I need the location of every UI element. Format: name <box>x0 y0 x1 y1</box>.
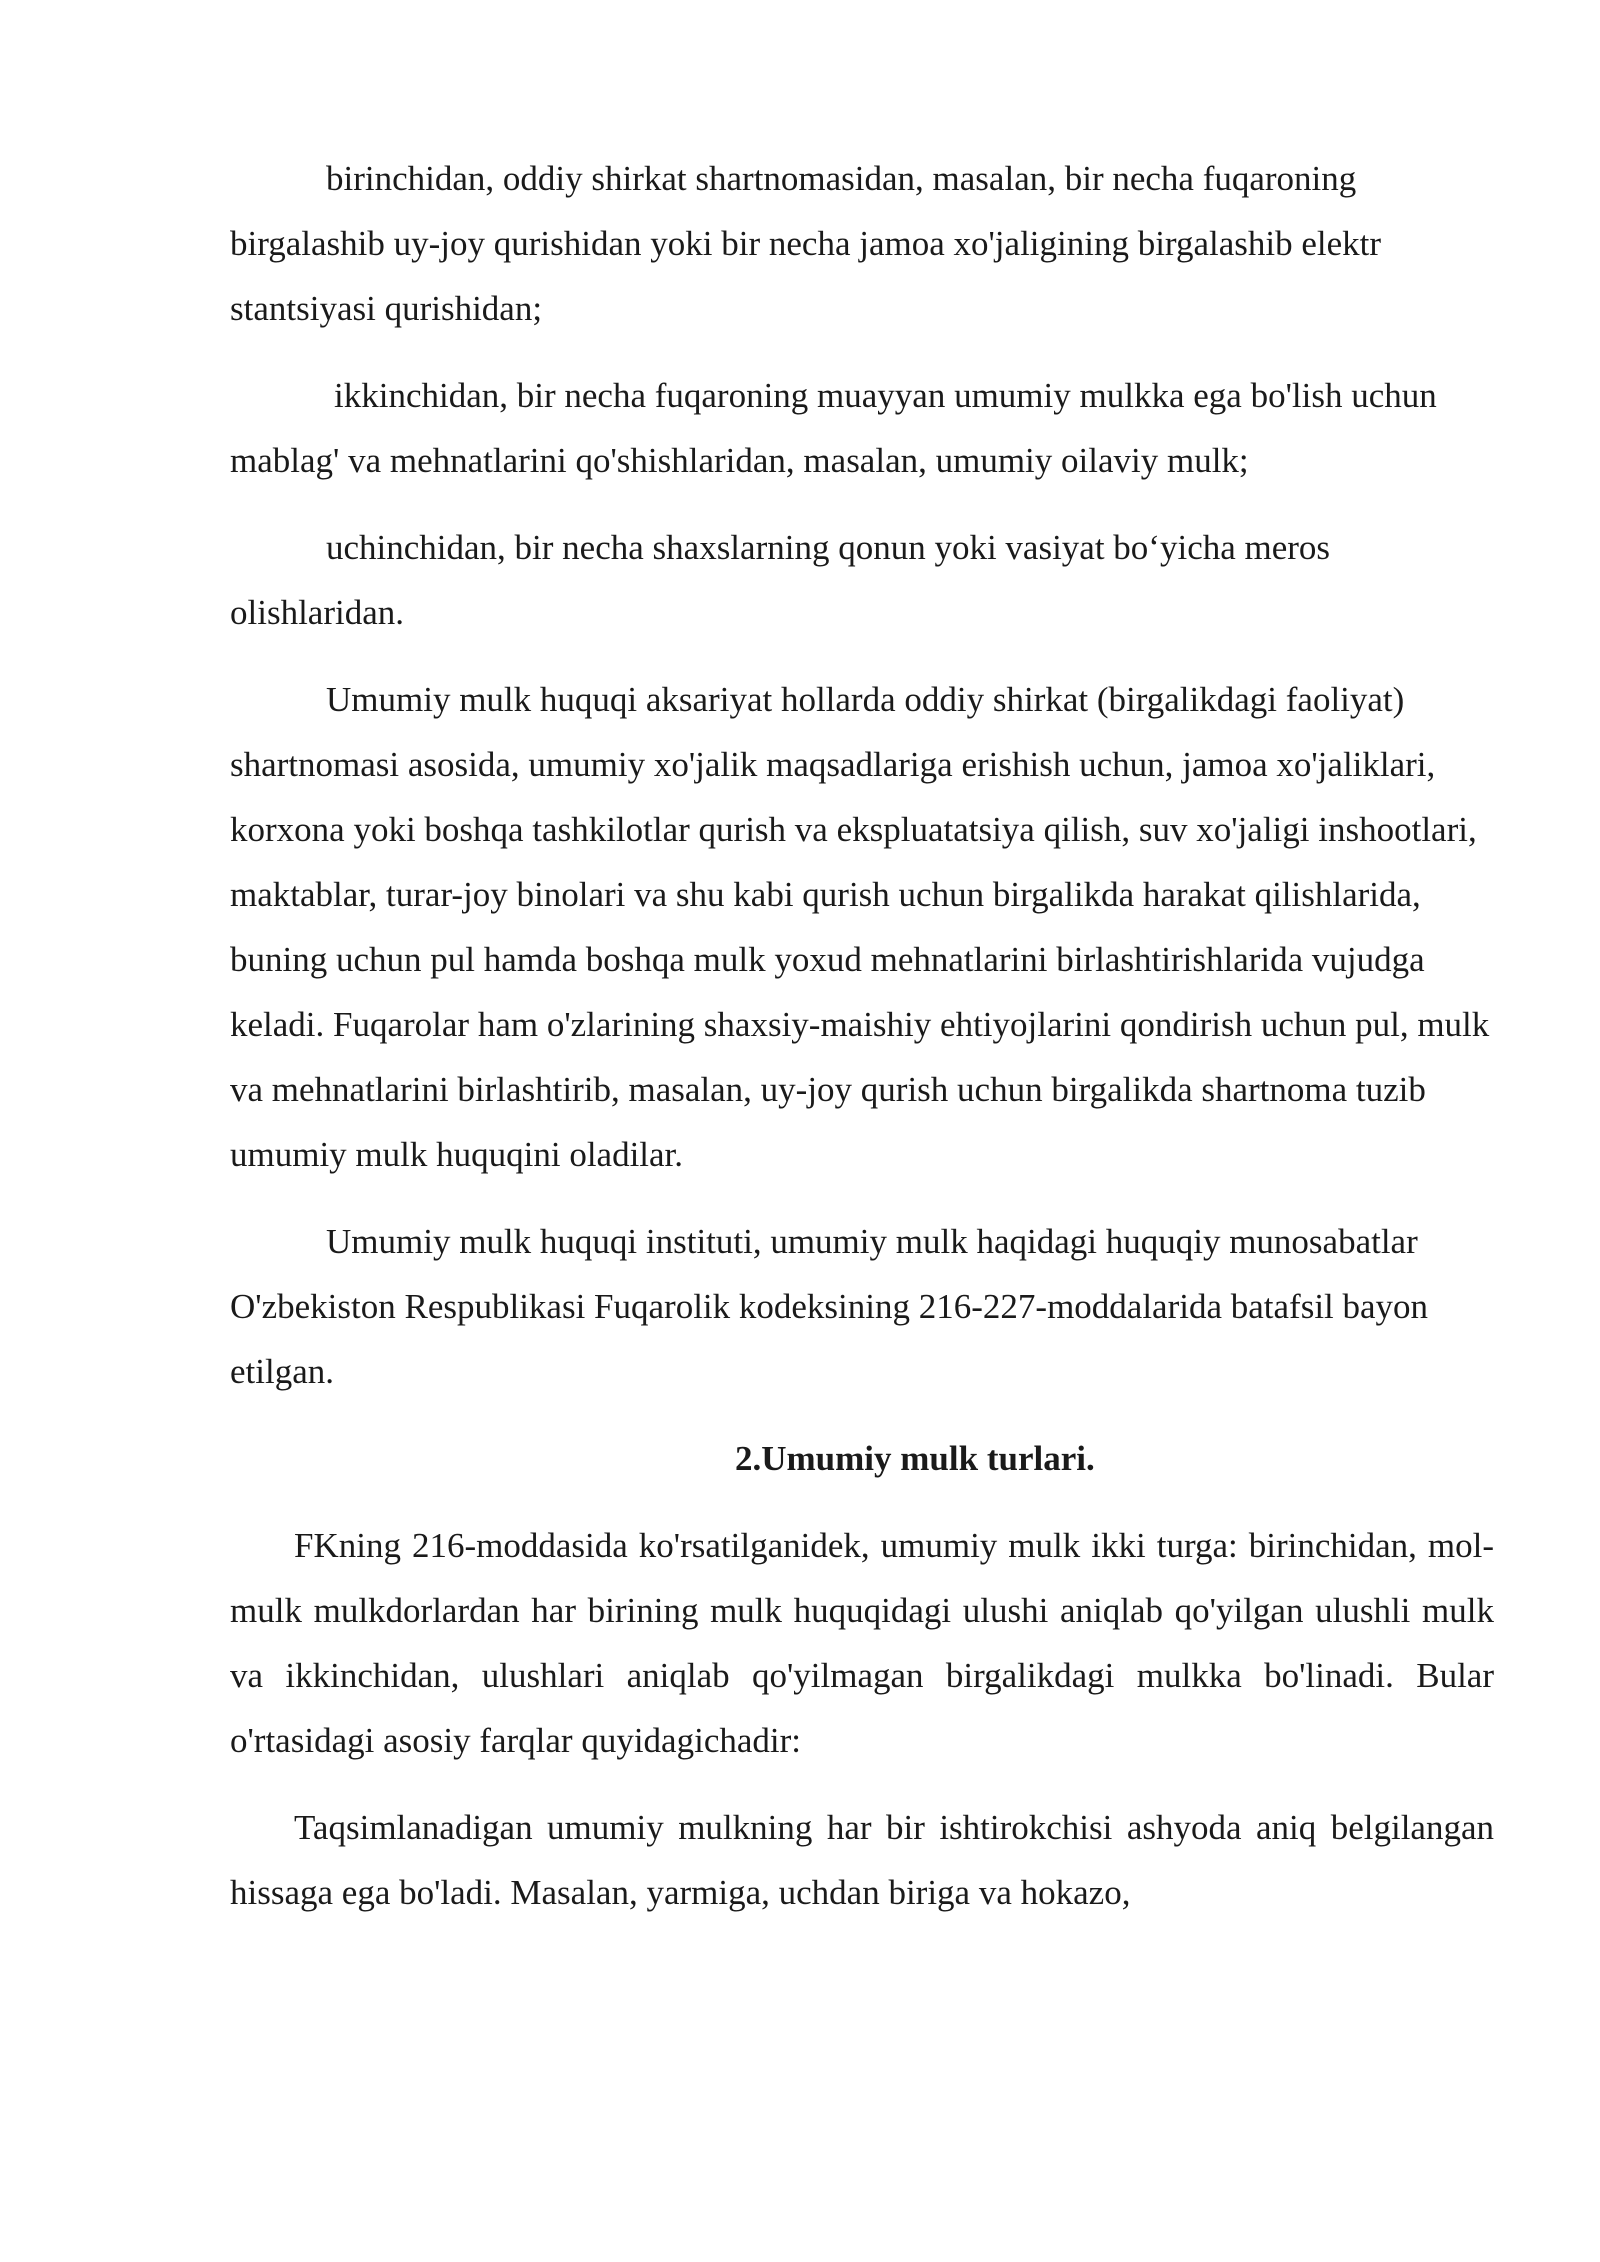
paragraph-ikkinchidan: ikkinchidan, bir necha fuqaroning muayyan umumiy mulkka ega bo'lish uchun mablag' va mehnatlarini qo'shishlaridan, masalan, umumiy oilaviy mulk; <box>230 376 1437 480</box>
paragraph-uchinchidan: uchinchidan, bir necha shaxslarning qonun yoki vasiyat bo‘yicha meros olishlaridan. <box>230 528 1331 632</box>
document-body <box>230 146 1494 1947</box>
paragraph-institut: Umumiy mulk huquqi instituti, umumiy mulk haqidagi huquqiy munosabatlar O'zbekiston Respublikasi Fuqarolik kodeksining 216-227-moddalarida batafsil bayon etilgan. <box>230 1222 1429 1391</box>
paragraph-fkning-216: FKning 216-moddasida ko'rsatilganidek, umumiy mulk ikki turga: birinchidan, mol-mulk mulkdorlardan har birining mulk huquqidagi ulushi aniqlab qo'yilgan ulushli mulk va ikkinchidan, ulushlari aniqlab qo'yilmagan birgalikdagi mulkka bo'linadi. Bular o'rtasidagi asosiy farqlar quyidagichadir: <box>230 1526 1494 1760</box>
paragraph-birinchidan: birinchidan, oddiy shirkat shartnomasidan, masalan, bir necha fuqaroning birgalashib uy-joy qurishidan yoki bir necha jamoa xo'jaligining birgalashib elektr stantsiyasi qurishidan; <box>230 159 1382 328</box>
paragraph-taqsimlanadigan: Taqsimlanadigan umumiy mulkning har bir ishtirokchisi ashyoda aniq belgilangan hissaga ega bo'ladi. Masalan, yarmiga, uchdan biriga va hokazo, <box>230 1808 1494 1912</box>
paragraph-umumiy-mulk-huquqi: Umumiy mulk huquqi aksariyat hollarda oddiy shirkat (birgalikdagi faoliyat) shartnomasi asosida, umumiy xo'jalik maqsadlariga erishish uchun, jamoa xo'jaliklari, korxona yoki boshqa tashkilotlar qurish va ekspluatatsiya qilish, suv xo'jaligi inshootlari, maktablar, turar-joy binolari va shu kabi qurish uchun birgalikda harakat qilishlarida, buning uchun pul hamda boshqa mulk yoxud mehnatlarini birlashtirishlarida vujudga keladi. Fuqarolar ham o'zlarining shaxsiy-maishiy ehtiyojlarini qondirish uchun pul, mulk va mehnatlarini birlashtirib, masalan, uy-joy qurish uchun birgalikda shartnoma tuzib umumiy mulk huquqini oladilar. <box>230 680 1490 1174</box>
section-heading: 2.Umumiy mulk turlari. <box>735 1439 1095 1478</box>
